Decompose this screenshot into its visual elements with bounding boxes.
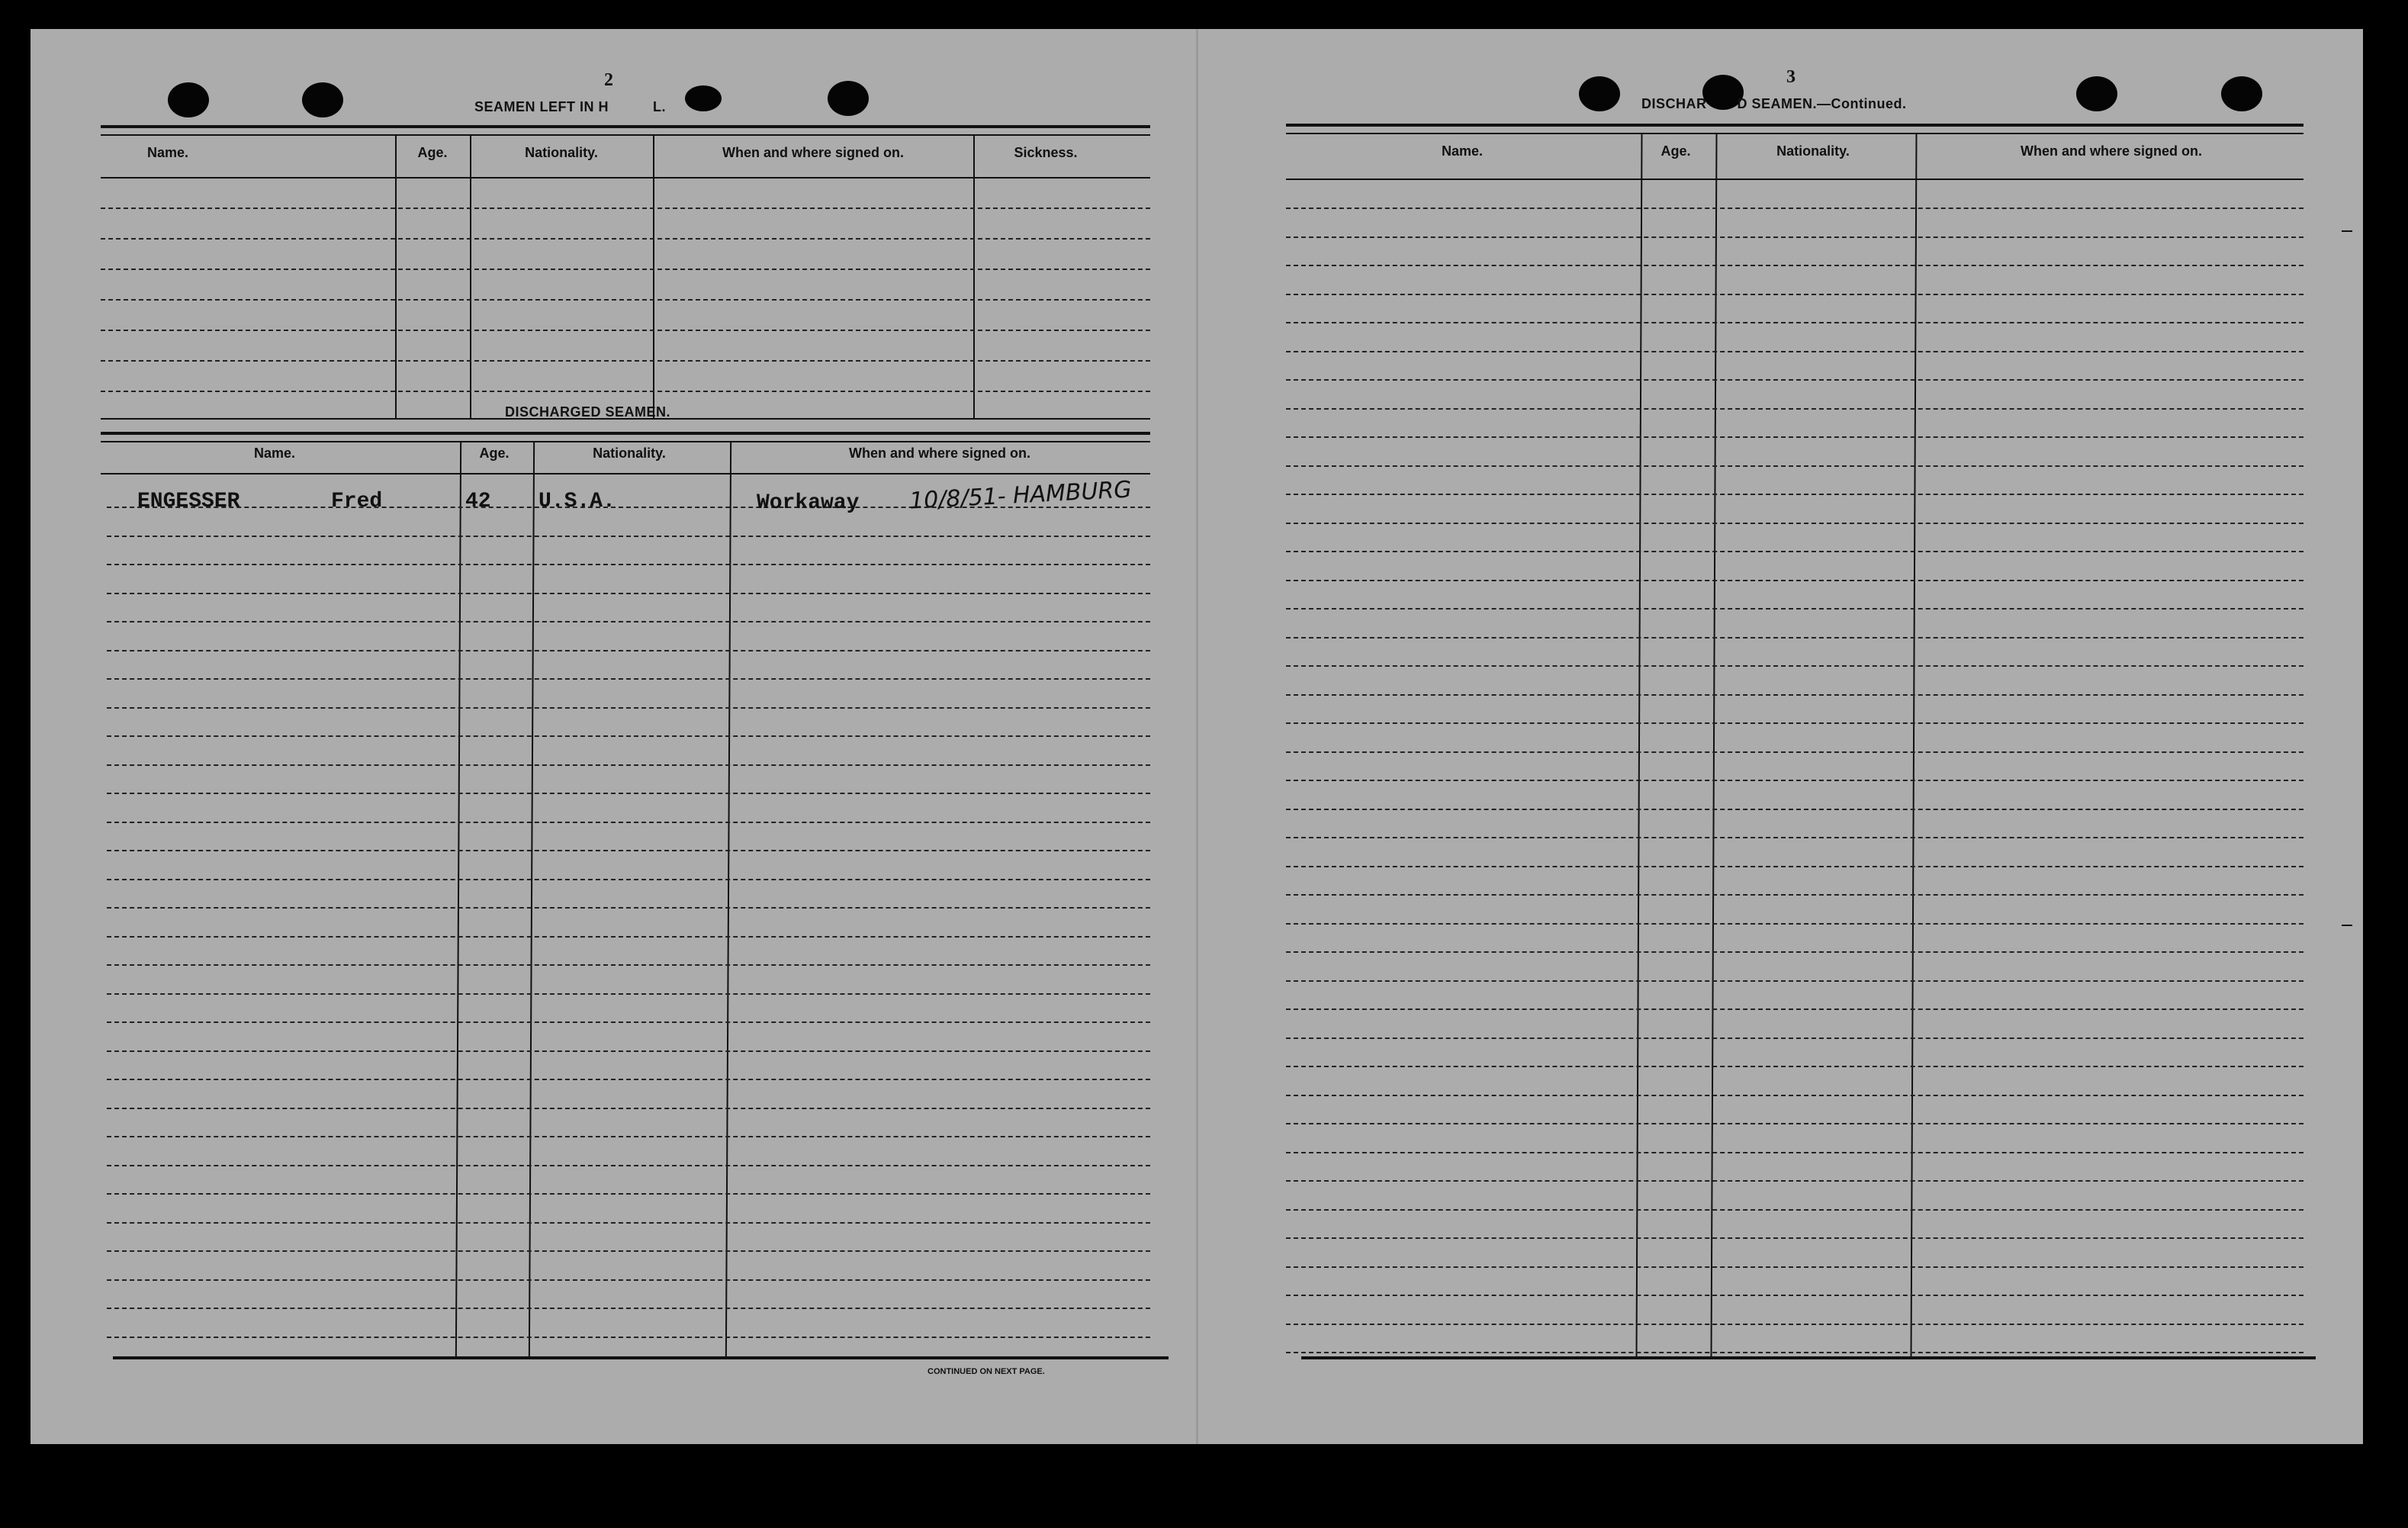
ruled-line: [107, 1079, 1150, 1080]
table-rule: [1286, 179, 2304, 180]
column-divider: [1636, 133, 1643, 1356]
ruled-line: [1286, 665, 2304, 667]
ruled-line: [107, 793, 1150, 794]
ruled-line: [1286, 1209, 2304, 1211]
table-top-rule: [101, 125, 1150, 128]
column-divider: [455, 441, 461, 1358]
table-top-rule: [1286, 124, 2304, 127]
ruled-line: [1286, 722, 2304, 724]
ruled-line: [1286, 1037, 2304, 1039]
ruled-line: [101, 299, 1150, 301]
hospital-header-sickness: Sickness.: [1014, 145, 1078, 160]
ruled-line: [1286, 436, 2304, 438]
table-bottom-rule: [1301, 1356, 2316, 1359]
ruled-line: [107, 879, 1150, 880]
ruled-line: [1286, 236, 2304, 238]
ruled-line: [107, 564, 1150, 565]
page-number: 3: [1786, 67, 1796, 87]
ruled-line: [1286, 980, 2304, 982]
left-page: [31, 29, 1198, 1444]
table-rule: [101, 134, 1150, 136]
ruled-line: [107, 850, 1150, 851]
ruled-line: [1286, 694, 2304, 696]
column-divider: [529, 441, 535, 1358]
ruled-line: [101, 391, 1150, 392]
ruled-line: [1286, 608, 2304, 610]
ruled-line: [107, 1308, 1150, 1309]
ruled-line: [1286, 408, 2304, 410]
continued-note: CONTINUED ON NEXT PAGE.: [928, 1367, 1045, 1376]
discharged-header-nationality: Nationality.: [593, 446, 666, 461]
ruled-line: [1286, 1095, 2304, 1096]
ruled-line: [107, 650, 1150, 651]
hospital-header-age: Age.: [417, 145, 448, 160]
seaman-given-name: Fred: [331, 490, 383, 513]
ruled-line: [1286, 637, 2304, 639]
ruled-line: [101, 269, 1150, 270]
ruled-line: [1286, 1352, 2304, 1353]
ruled-line: [107, 1279, 1150, 1281]
page-number: 2: [604, 70, 613, 90]
ruled-line: [1286, 1152, 2304, 1153]
ruled-line: [1286, 351, 2304, 352]
table-rule: [101, 473, 1150, 474]
punch-hole: [1579, 76, 1620, 111]
ruled-line: [1286, 1295, 2304, 1296]
discharged-header-name: Name.: [253, 446, 296, 461]
column-divider: [395, 134, 397, 418]
right-page: [1198, 29, 2363, 1444]
ruled-line: [1286, 551, 2304, 552]
punch-hole: [828, 81, 869, 116]
ruled-line: [1286, 294, 2304, 295]
ruled-line: [101, 238, 1150, 240]
column-divider: [1911, 133, 1918, 1356]
ruled-line: [1286, 379, 2304, 381]
discharged-continued-title: DISCHAR D SEAMEN.—Continued.: [1641, 96, 1907, 111]
ruled-line: [1286, 1008, 2304, 1010]
ruled-line: [1286, 951, 2304, 953]
ruled-line: [1286, 1066, 2304, 1067]
discharged-header-age: Age.: [479, 446, 510, 461]
seaman-nationality: U.S.A.: [539, 490, 616, 513]
column-divider: [725, 441, 731, 1358]
seaman-signed-on: Workaway: [757, 491, 860, 515]
column-divider: [973, 134, 975, 418]
ruled-line: [1286, 265, 2304, 266]
ruled-line: [1286, 580, 2304, 581]
ruled-line: [1286, 1180, 2304, 1182]
ruled-line: [107, 1021, 1150, 1023]
ruled-line: [1286, 866, 2304, 867]
ruled-line: [1286, 494, 2304, 495]
ruled-line: [1286, 809, 2304, 810]
ruled-line: [1286, 1237, 2304, 1239]
hospital-header-name: Name.: [146, 145, 189, 160]
ruled-line: [107, 1108, 1150, 1109]
seamen-left-in-hospital-title: SEAMEN LEFT IN H L.: [474, 99, 667, 114]
seaman-age: 42: [465, 490, 491, 513]
ruled-line: [107, 1165, 1150, 1166]
ruled-line: [107, 1250, 1150, 1252]
table-rule: [1286, 133, 2304, 134]
ruled-line: [107, 735, 1150, 737]
table-rule: [101, 432, 1150, 435]
manifest-sheet: [31, 29, 2363, 1444]
ruled-line: [107, 593, 1150, 594]
ruled-line: [1286, 1324, 2304, 1325]
discharged-header-signed-on: When and where signed on.: [848, 446, 1031, 461]
ruled-line: [101, 207, 1150, 209]
ruled-line: [107, 1193, 1150, 1195]
ruled-line: [107, 1136, 1150, 1137]
ruled-line: [107, 822, 1150, 823]
table-bottom-rule: [113, 1356, 1169, 1359]
discharged-seamen-title: DISCHARGED SEAMEN.: [505, 404, 671, 420]
column-divider: [1711, 133, 1718, 1356]
margin-mark: [2342, 230, 2352, 232]
punch-hole: [302, 82, 343, 117]
ruled-line: [107, 993, 1150, 995]
ruled-line: [1286, 780, 2304, 781]
ruled-line: [1286, 207, 2304, 209]
punch-hole: [168, 82, 209, 117]
ruled-line: [107, 707, 1150, 709]
ruled-line: [107, 907, 1150, 909]
punch-hole: [685, 85, 722, 111]
ruled-line: [1286, 894, 2304, 896]
punch-hole: [2221, 76, 2262, 111]
ruled-line: [1286, 1266, 2304, 1268]
ruled-line: [1286, 923, 2304, 925]
hospital-header-signed-on: When and where signed on.: [722, 145, 905, 160]
column-divider: [470, 134, 471, 418]
ruled-line: [107, 936, 1150, 938]
ruled-line: [101, 330, 1150, 331]
hospital-header-nationality: Nationality.: [525, 145, 598, 160]
continued-header-age: Age.: [1661, 143, 1691, 159]
continued-header-nationality: Nationality.: [1776, 143, 1850, 159]
column-divider: [653, 134, 654, 418]
ruled-line: [107, 678, 1150, 680]
handwritten-date-place: 10/8/51- HAMBURG: [908, 476, 1133, 515]
ruled-line: [107, 764, 1150, 766]
table-rule: [101, 177, 1150, 179]
continued-header-name: Name.: [1441, 143, 1484, 159]
ruled-line: [1286, 322, 2304, 323]
ruled-line: [107, 536, 1150, 537]
ruled-line: [1286, 1123, 2304, 1124]
continued-header-signed-on: When and where signed on.: [2020, 143, 2203, 159]
ruled-line: [107, 964, 1150, 966]
ruled-line: [1286, 837, 2304, 838]
table-rule: [101, 441, 1150, 442]
ruled-line: [101, 360, 1150, 362]
punch-hole: [2076, 76, 2117, 111]
ruled-line: [107, 1050, 1150, 1052]
ruled-line: [1286, 523, 2304, 524]
ruled-line: [1286, 465, 2304, 467]
ruled-line: [107, 1337, 1150, 1338]
ruled-line: [1286, 751, 2304, 753]
ruled-line: [107, 621, 1150, 622]
margin-mark: [2342, 925, 2352, 926]
ruled-line: [107, 1222, 1150, 1224]
seaman-surname: ENGESSER: [137, 490, 240, 513]
